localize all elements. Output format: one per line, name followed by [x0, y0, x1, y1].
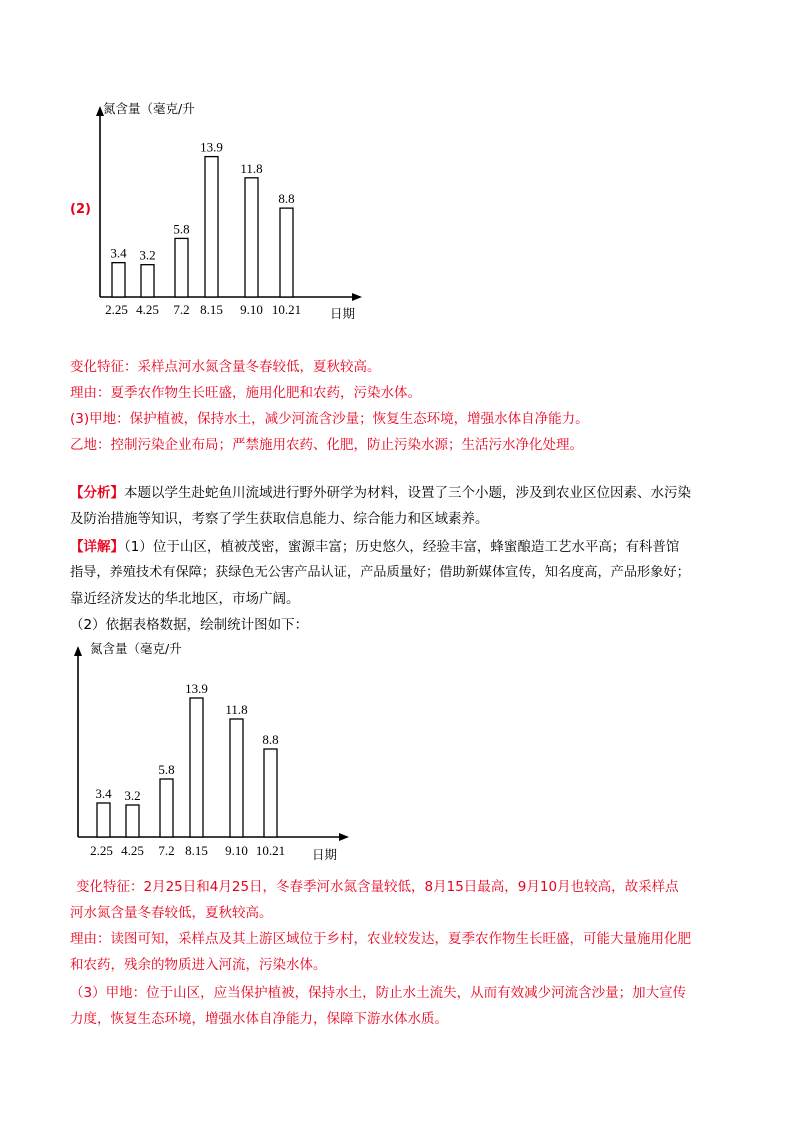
answer-q3-jia: (3)甲地：保护植被，保持水土，减少河流含沙量；恢复生态环境，增强水体自净能力。	[70, 411, 589, 427]
x-tick-label: 10.21	[271, 302, 302, 317]
x-tick-label: 8.15	[185, 843, 208, 858]
x-tick-label: 7.2	[173, 302, 190, 317]
analysis-line-1: 本题以学生赴蛇鱼川流域进行野外研学为材料，设置了三个小题，涉及到农业区位因素、水污染	[124, 485, 691, 501]
y-axis-label: 氮含量（毫克/升	[103, 101, 195, 116]
detail-q3-line-2: 力度，恢复生态环境，增强水体自净能力，保障下游水体水质。	[70, 1011, 448, 1027]
detail-line-3: 靠近经济发达的华北地区，市场广阔。	[70, 591, 300, 607]
x-tick-label: 10.21	[255, 843, 286, 858]
bar-value-label: 8.8	[278, 191, 295, 207]
bar-value-label: 5.8	[158, 762, 175, 777]
bar-value-label: 3.2	[139, 247, 156, 263]
detail-line-4: （2）依据表格数据，绘制统计图如下：	[70, 617, 309, 633]
analysis-line-2: 及防治措施等知识，考察了学生获取信息能力、综合能力和区域素养。	[70, 511, 489, 527]
bar-10.21	[264, 749, 277, 837]
detail-line-1: （1）位于山区，植被茂密，蜜源丰富；历史悠久，经验丰富，蜂蜜酿造工艺水平高；有科普馆	[124, 539, 680, 555]
x-tick-label: 9.10	[240, 302, 263, 317]
bar-2.25	[97, 803, 110, 837]
question-2-label: (2)	[70, 202, 91, 217]
y-axis-label: 氮含量（毫克/升	[90, 641, 182, 656]
bar-value-label: 3.4	[110, 245, 127, 261]
x-axis-label: 日期	[330, 306, 356, 321]
detail-line-2: 指导，养殖技术有保障；获绿色无公害产品认证，产品质量好；借助新媒体宣传，知名度高，产品形象好；	[70, 565, 690, 580]
answer-reason: 理由：夏季农作物生长旺盛，施用化肥和农药，污染水体。	[70, 385, 421, 401]
analysis-tag: 【分析】	[70, 485, 124, 501]
bar-value-label: 11.8	[240, 160, 263, 176]
detail-change-line-2: 河水氮含量冬春较低，夏秋较高。	[70, 905, 273, 921]
bar-value-label: 13.9	[200, 139, 223, 155]
bar-7.2	[160, 779, 173, 837]
detail-reason-line-2: 和农药，残余的物质进入河流，污染水体。	[70, 957, 327, 973]
bar-8.15	[190, 698, 203, 837]
y-axis-arrow-icon	[74, 646, 82, 656]
x-axis-arrow-icon	[339, 833, 349, 841]
bar-9.10	[230, 719, 243, 837]
x-tick-label: 7.2	[158, 843, 175, 858]
bar-value-label: 5.8	[173, 221, 190, 237]
x-tick-label: 9.10	[225, 843, 248, 858]
answer-q3-yi: 乙地：控制污染企业布局；严禁施用农药、化肥，防止污染水源；生活污水净化处理。	[70, 437, 583, 453]
x-axis-label: 日期	[312, 847, 338, 862]
detail-q3-line-1: （3）甲地：位于山区，应当保护植被，保持水土，防止水土流失，从而有效减少河流含沙量；加大宣传	[70, 985, 687, 1001]
bar-4.25	[126, 805, 139, 837]
x-tick-label: 2.25	[105, 302, 128, 317]
bar-value-label: 11.8	[225, 702, 248, 717]
bar-value-label: 3.4	[95, 786, 112, 801]
detail-reason-line-1: 理由：读图可知，采样点及其上游区域位于乡村，农业较发达，夏季农作物生长旺盛，可能大量施用化肥	[70, 931, 691, 947]
bar-value-label: 8.8	[262, 732, 279, 747]
answer-change-feature: 变化特征：采样点河水氮含量冬春较低，夏秋较高。	[70, 359, 381, 375]
bar-value-label: 3.2	[124, 788, 141, 803]
x-tick-label: 4.25	[121, 843, 144, 858]
detail-tag: 【详解】	[70, 539, 124, 555]
x-tick-label: 4.25	[136, 302, 159, 317]
x-tick-label: 8.15	[200, 302, 223, 317]
detail-change-line-1: 变化特征：2月25日和4月25日，冬春季河水氮含量较低，8月15日最高，9月10月也较高，故采样点	[76, 879, 679, 895]
bar-value-label: 13.9	[185, 681, 208, 696]
x-tick-label: 2.25	[90, 843, 113, 858]
